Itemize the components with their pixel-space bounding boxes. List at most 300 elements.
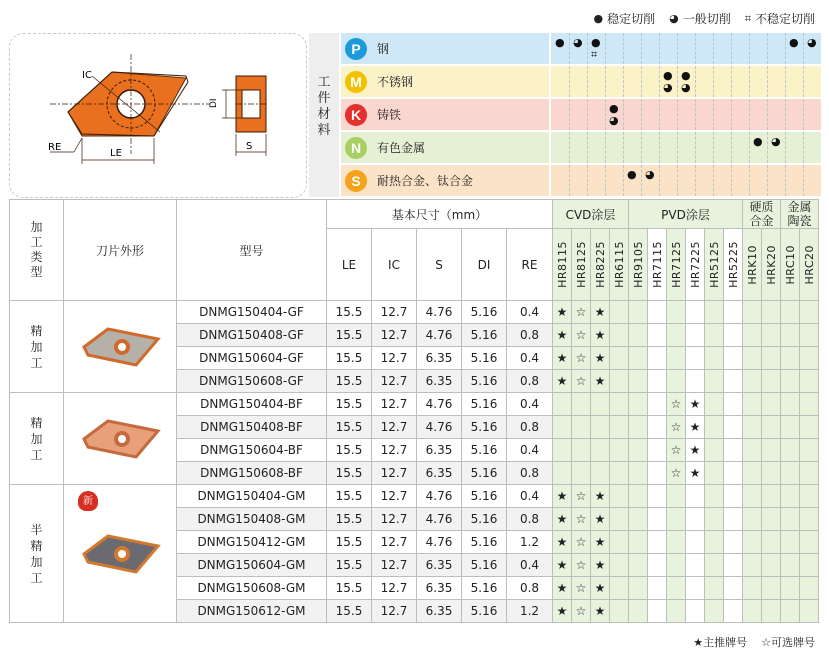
material-grid-row — [551, 99, 821, 130]
cell-di: 5.16 — [462, 393, 507, 416]
cell-model: DNMG150404-BF — [177, 393, 327, 416]
cell-s: 4.76 — [417, 485, 462, 508]
grid-line — [569, 132, 570, 163]
grid-line — [731, 66, 732, 97]
grade-cell — [800, 301, 819, 324]
grade-cell — [629, 439, 648, 462]
cell-model: DNMG150608-GM — [177, 577, 327, 600]
cell-le: 15.5 — [327, 577, 372, 600]
grid-line — [641, 33, 642, 64]
cell-s: 6.35 — [417, 577, 462, 600]
grid-line — [605, 66, 606, 97]
grade-cell: ★ — [553, 370, 572, 393]
grade-header — [648, 229, 667, 301]
material-row-k — [341, 99, 549, 130]
grade-cell — [591, 416, 610, 439]
cell-re: 0.8 — [507, 462, 553, 485]
grade-cell — [648, 531, 667, 554]
grade-cell — [553, 416, 572, 439]
grade-cell: ☆ — [667, 439, 686, 462]
cell-ic: 12.7 — [372, 301, 417, 324]
grid-line — [641, 165, 642, 196]
cell-di: 5.16 — [462, 347, 507, 370]
grade-cell — [781, 554, 800, 577]
grade-cell — [648, 416, 667, 439]
grade-cell: ☆ — [572, 301, 591, 324]
cell-di: 5.16 — [462, 301, 507, 324]
grade-cell — [781, 324, 800, 347]
grade-cell — [667, 301, 686, 324]
cutting-mark: ● ◕ — [609, 102, 619, 127]
grid-line — [785, 132, 786, 163]
grade-cell: ☆ — [572, 577, 591, 600]
grade-cell — [705, 416, 724, 439]
cell-model: DNMG150604-GF — [177, 347, 327, 370]
grid-line — [605, 165, 606, 196]
grade-cell: ★ — [553, 554, 572, 577]
grade-cell — [705, 393, 724, 416]
cell-le: 15.5 — [327, 508, 372, 531]
grade-cell — [781, 416, 800, 439]
grid-line — [659, 66, 660, 97]
cutting-legend — [594, 10, 815, 27]
cell-re: 0.4 — [507, 347, 553, 370]
cell-s: 6.35 — [417, 462, 462, 485]
cell-ic: 12.7 — [372, 485, 417, 508]
cell-s: 6.35 — [417, 370, 462, 393]
grid-line — [623, 132, 624, 163]
grid-line — [587, 132, 588, 163]
grade-cell — [572, 416, 591, 439]
grade-cell — [781, 439, 800, 462]
cutting-mark: ● — [627, 168, 637, 181]
cell-ic: 12.7 — [372, 347, 417, 370]
grid-line — [767, 165, 768, 196]
grid-line — [659, 165, 660, 196]
cell-re: 0.8 — [507, 508, 553, 531]
grade-cell: ★ — [591, 508, 610, 531]
material-grid-row — [551, 66, 821, 97]
header-type: 加工类型 — [10, 200, 64, 301]
grade-cell — [610, 416, 629, 439]
grid-line — [803, 33, 804, 64]
grade-cell — [762, 347, 781, 370]
grid-line — [659, 132, 660, 163]
cell-s: 6.35 — [417, 347, 462, 370]
grade-header — [686, 229, 705, 301]
grade-cell — [610, 301, 629, 324]
unstable-icon: ⌗ — [744, 11, 751, 25]
grade-header — [667, 229, 686, 301]
grid-line — [803, 165, 804, 196]
grade-cell — [762, 508, 781, 531]
grid-line — [749, 33, 750, 64]
grade-cell — [667, 370, 686, 393]
grade-cell — [629, 577, 648, 600]
grade-cell — [762, 600, 781, 623]
cell-s: 4.76 — [417, 324, 462, 347]
grade-cell — [629, 600, 648, 623]
grade-cell — [629, 485, 648, 508]
grade-cell: ★ — [686, 416, 705, 439]
grade-cell: ★ — [553, 577, 572, 600]
grade-cell — [610, 462, 629, 485]
grid-line — [749, 99, 750, 130]
grade-cell — [743, 370, 762, 393]
grade-cell: ☆ — [572, 485, 591, 508]
grade-cell: ★ — [553, 301, 572, 324]
re-label: RE — [48, 142, 62, 153]
grade-cell — [800, 347, 819, 370]
grade-cell: ☆ — [572, 554, 591, 577]
grade-cell — [572, 393, 591, 416]
cell-re: 0.4 — [507, 301, 553, 324]
grade-cell — [724, 301, 743, 324]
cell-di: 5.16 — [462, 324, 507, 347]
legend-general-label: 一般切削 — [682, 12, 731, 26]
cell-le: 15.5 — [327, 370, 372, 393]
le-label: LE — [110, 148, 122, 159]
grid-line — [641, 132, 642, 163]
grade-cell — [762, 485, 781, 508]
grade-cell — [648, 393, 667, 416]
grid-line — [785, 165, 786, 196]
grade-cell: ★ — [591, 554, 610, 577]
grade-cell — [762, 554, 781, 577]
cell-ic: 12.7 — [372, 531, 417, 554]
grade-cell — [686, 554, 705, 577]
grade-cell — [667, 600, 686, 623]
new-badge-icon: 新 — [78, 491, 98, 511]
grade-cell — [686, 301, 705, 324]
material-grid-row — [551, 165, 821, 196]
grid-line — [713, 165, 714, 196]
cell-model: DNMG150408-BF — [177, 416, 327, 439]
ic-label: IC — [82, 70, 92, 81]
grade-cell: ★ — [686, 439, 705, 462]
dim-header-s: S — [417, 229, 462, 301]
insert-photo-icon — [78, 325, 162, 369]
grade-cell — [705, 531, 724, 554]
grade-cell — [553, 393, 572, 416]
grade-cell: ★ — [591, 485, 610, 508]
grade-cell — [800, 577, 819, 600]
grid-line — [569, 99, 570, 130]
grade-cell — [667, 554, 686, 577]
grade-header — [705, 229, 724, 301]
grade-cell — [686, 600, 705, 623]
grade-cell — [648, 370, 667, 393]
grade-cell — [648, 577, 667, 600]
cell-le: 15.5 — [327, 347, 372, 370]
cell-ic: 12.7 — [372, 416, 417, 439]
cell-ic: 12.7 — [372, 370, 417, 393]
stable-icon: ● — [593, 12, 604, 25]
cell-di: 5.16 — [462, 600, 507, 623]
grade-cell — [648, 347, 667, 370]
material-row-n — [341, 132, 549, 163]
grade-header — [610, 229, 629, 301]
di-label: DI — [209, 98, 219, 108]
grid-line — [767, 99, 768, 130]
cell-ic: 12.7 — [372, 462, 417, 485]
grade-cell — [800, 324, 819, 347]
grade-cell — [800, 462, 819, 485]
grade-cell — [686, 324, 705, 347]
grade-cell — [610, 393, 629, 416]
header-shape: 刀片外形 — [64, 200, 177, 301]
cell-le: 15.5 — [327, 416, 372, 439]
material-row-p — [341, 33, 549, 64]
cell-re: 0.8 — [507, 324, 553, 347]
cell-model: DNMG150604-BF — [177, 439, 327, 462]
grade-cell — [629, 393, 648, 416]
grid-line — [659, 33, 660, 64]
grid-line — [677, 99, 678, 130]
cutting-mark: ● ◕ — [681, 69, 691, 94]
grade-cell — [724, 347, 743, 370]
grade-cell — [781, 370, 800, 393]
material-label: 铸铁 — [377, 108, 402, 122]
header-cvd: CVD涂层 — [553, 200, 629, 229]
grade-cell — [800, 439, 819, 462]
grade-cell: ★ — [686, 462, 705, 485]
grade-cell — [686, 485, 705, 508]
cell-re: 0.4 — [507, 554, 553, 577]
insert-image-cell — [64, 393, 177, 485]
grade-cell — [705, 485, 724, 508]
cell-model: DNMG150408-GM — [177, 508, 327, 531]
grid-line — [623, 66, 624, 97]
grade-cell — [800, 554, 819, 577]
grade-cell — [648, 554, 667, 577]
grade-cell — [610, 485, 629, 508]
grade-cell — [667, 531, 686, 554]
cell-di: 5.16 — [462, 370, 507, 393]
cell-ic: 12.7 — [372, 600, 417, 623]
material-label: 钢 — [377, 42, 390, 56]
cell-re: 0.8 — [507, 416, 553, 439]
grade-cell — [800, 393, 819, 416]
grade-cell — [800, 485, 819, 508]
cell-le: 15.5 — [327, 393, 372, 416]
grade-cell — [781, 347, 800, 370]
grid-line — [587, 66, 588, 97]
grade-code: HR7125 — [669, 241, 683, 288]
grade-cell — [705, 577, 724, 600]
grid-line — [785, 33, 786, 64]
general-icon: ◕ — [669, 12, 679, 25]
grade-code: HRK10 — [745, 244, 759, 285]
cell-s: 4.76 — [417, 531, 462, 554]
grade-header — [591, 229, 610, 301]
table-row — [10, 393, 819, 416]
cell-di: 5.16 — [462, 508, 507, 531]
grade-cell — [686, 577, 705, 600]
grid-line — [677, 33, 678, 64]
cell-ic: 12.7 — [372, 324, 417, 347]
grid-line — [623, 33, 624, 64]
cutting-mark: ◕ — [771, 135, 781, 148]
grade-cell — [762, 301, 781, 324]
s-label: S — [246, 141, 253, 152]
grid-line — [713, 66, 714, 97]
grade-cell — [762, 531, 781, 554]
grade-cell: ★ — [553, 347, 572, 370]
cell-s: 4.76 — [417, 301, 462, 324]
grade-cell — [648, 439, 667, 462]
grade-cell: ☆ — [572, 508, 591, 531]
material-badge-n: N — [345, 137, 367, 159]
material-label: 有色金属 — [377, 141, 426, 155]
grade-cell — [781, 485, 800, 508]
grid-line — [623, 99, 624, 130]
grid-line — [623, 165, 624, 196]
grade-cell — [724, 577, 743, 600]
grade-cell: ★ — [591, 347, 610, 370]
grid-line — [713, 99, 714, 130]
table-row — [10, 485, 819, 508]
material-row-s — [341, 165, 549, 196]
grade-cell — [705, 370, 724, 393]
grade-cell — [800, 370, 819, 393]
cell-re: 0.8 — [507, 370, 553, 393]
grade-cell — [629, 324, 648, 347]
grade-code: HR6115 — [612, 241, 626, 288]
grid-line — [659, 99, 660, 130]
grade-cell — [610, 600, 629, 623]
cell-model: DNMG150404-GM — [177, 485, 327, 508]
grade-cell — [743, 393, 762, 416]
grade-header — [553, 229, 572, 301]
grid-line — [749, 165, 750, 196]
grade-cell: ★ — [553, 508, 572, 531]
grade-cell — [686, 531, 705, 554]
grade-header — [781, 229, 800, 301]
grade-cell — [705, 554, 724, 577]
grade-cell — [743, 600, 762, 623]
grade-cell — [667, 347, 686, 370]
cell-model: DNMG150608-GF — [177, 370, 327, 393]
grid-line — [569, 33, 570, 64]
cell-re: 0.4 — [507, 439, 553, 462]
grade-cell: ☆ — [572, 370, 591, 393]
cell-le: 15.5 — [327, 439, 372, 462]
dim-header-le: LE — [327, 229, 372, 301]
grid-line — [731, 165, 732, 196]
grade-cell — [743, 485, 762, 508]
insert-diagram — [9, 33, 307, 198]
cell-model: DNMG150604-GM — [177, 554, 327, 577]
cutting-mark: ● ◕ — [663, 69, 673, 94]
grade-cell — [553, 439, 572, 462]
grid-line — [695, 165, 696, 196]
grade-cell — [762, 370, 781, 393]
grade-cell: ☆ — [572, 531, 591, 554]
grade-cell — [724, 416, 743, 439]
grade-cell: ★ — [591, 301, 610, 324]
grade-cell — [724, 324, 743, 347]
grade-cell — [648, 508, 667, 531]
cell-re: 0.8 — [507, 577, 553, 600]
footer-main: ★主推牌号 — [693, 636, 748, 649]
grade-code: HR8125 — [574, 241, 588, 288]
grade-cell: ☆ — [667, 416, 686, 439]
cell-model: DNMG150612-GM — [177, 600, 327, 623]
grid-line — [641, 66, 642, 97]
dim-header-re: RE — [507, 229, 553, 301]
insert-photo-icon — [78, 532, 162, 576]
grade-code: HR7115 — [650, 241, 664, 288]
grid-line — [731, 132, 732, 163]
insert-image-cell — [64, 301, 177, 393]
grid-line — [749, 132, 750, 163]
grade-cell — [743, 508, 762, 531]
grade-cell — [762, 462, 781, 485]
grade-cell: ★ — [686, 393, 705, 416]
grade-cell — [686, 370, 705, 393]
cell-di: 5.16 — [462, 554, 507, 577]
grade-code: HRC10 — [783, 244, 797, 285]
grade-header — [572, 229, 591, 301]
material-grid-row — [551, 132, 821, 163]
grid-line — [767, 66, 768, 97]
grade-cell — [781, 577, 800, 600]
grade-cell — [667, 324, 686, 347]
grade-cell — [743, 531, 762, 554]
grade-cell: ★ — [553, 531, 572, 554]
grade-cell — [705, 600, 724, 623]
grade-code: HR9105 — [631, 241, 645, 288]
cell-di: 5.16 — [462, 416, 507, 439]
material-badge-s: S — [345, 170, 367, 192]
grade-cell — [705, 324, 724, 347]
cell-ic: 12.7 — [372, 554, 417, 577]
header-dims: 基本尺寸（mm） — [327, 200, 553, 229]
grade-cell — [629, 370, 648, 393]
grade-cell — [724, 485, 743, 508]
cell-s: 4.76 — [417, 416, 462, 439]
dim-header-di: DI — [462, 229, 507, 301]
grade-cell — [781, 508, 800, 531]
grade-cell — [743, 324, 762, 347]
grade-cell — [800, 600, 819, 623]
grade-cell — [781, 393, 800, 416]
grade-code: HR8225 — [593, 241, 607, 288]
cell-ic: 12.7 — [372, 439, 417, 462]
grade-cell — [705, 347, 724, 370]
grade-cell — [572, 439, 591, 462]
grade-cell — [686, 347, 705, 370]
legend-general — [669, 10, 731, 27]
cell-re: 0.4 — [507, 485, 553, 508]
material-side-title: 工件材料 — [317, 75, 331, 138]
grade-code: HRK20 — [764, 244, 778, 285]
footer-legend — [693, 634, 815, 650]
grade-cell — [724, 439, 743, 462]
grid-line — [749, 66, 750, 97]
cell-di: 5.16 — [462, 531, 507, 554]
grade-cell — [762, 416, 781, 439]
grid-line — [803, 99, 804, 130]
grade-header — [743, 229, 762, 301]
grade-header — [800, 229, 819, 301]
grade-cell: ★ — [591, 577, 610, 600]
grade-cell: ★ — [591, 370, 610, 393]
insert-drawing — [10, 34, 306, 197]
grid-line — [695, 66, 696, 97]
grade-cell — [667, 508, 686, 531]
